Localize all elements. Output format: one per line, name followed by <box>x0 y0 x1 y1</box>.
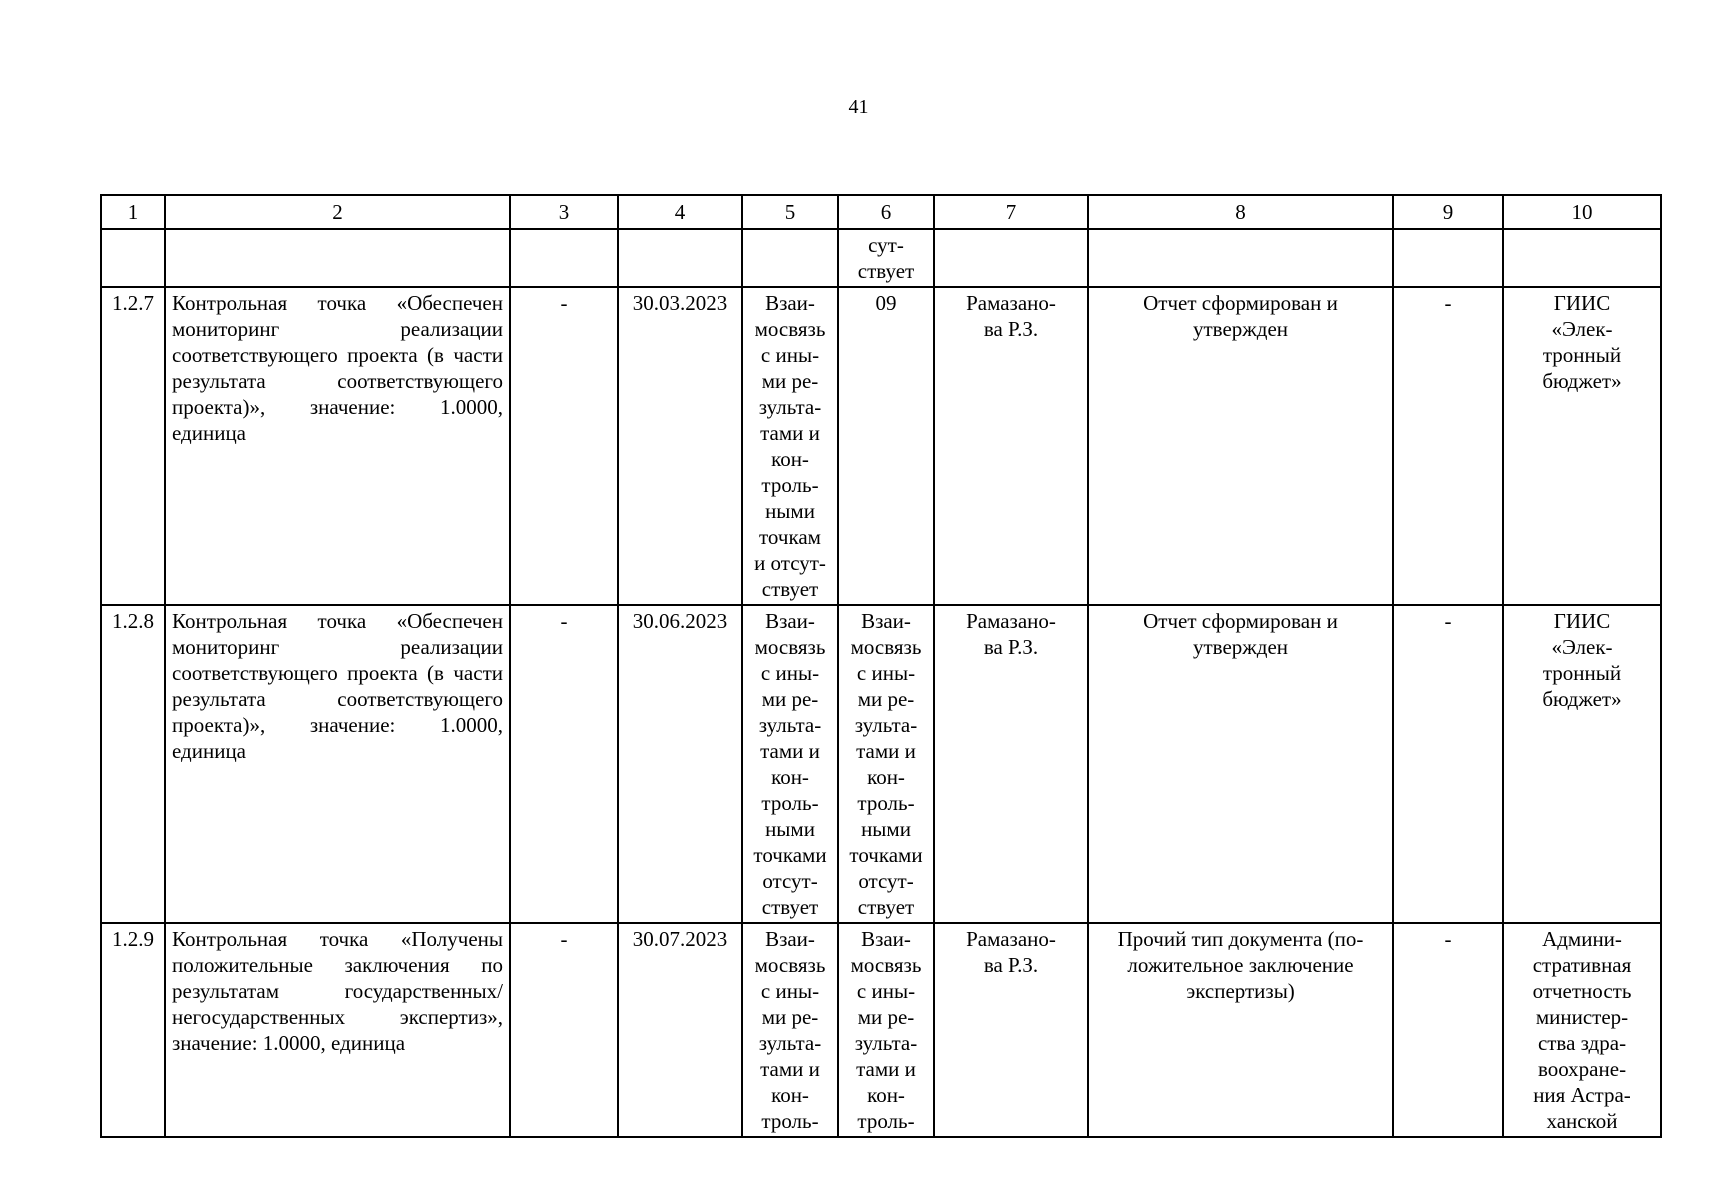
row-responsible: Рамазано- ва Р.З. <box>934 923 1088 1137</box>
row-description: Контрольная точка «Обеспечен мониторинг реализации соответствующего проекта (в части результата соответствующего проекта)», значение: 1.0000, единица <box>165 605 510 923</box>
row-col9: - <box>1393 287 1503 605</box>
table-cell <box>165 229 510 287</box>
row-col9: - <box>1393 923 1503 1137</box>
header-cell: 2 <box>165 195 510 229</box>
row-relation-5: Взаи- мосвязь с ины- ми ре- зульта- тами и кон- троль- ными точками отсут- ствует <box>742 605 838 923</box>
row-relation-6: Взаи- мосвязь с ины- ми ре- зульта- тами и кон- троль- <box>838 923 934 1137</box>
header-cell: 9 <box>1393 195 1503 229</box>
table-cell <box>618 229 742 287</box>
header-cell: 8 <box>1088 195 1393 229</box>
row-responsible: Рамазано- ва Р.З. <box>934 287 1088 605</box>
row-relation-5: Взаи- мосвязь с ины- ми ре- зульта- тами и кон- троль- ными точкам и отсут- ствует <box>742 287 838 605</box>
table-cell <box>101 229 165 287</box>
row-number: 1.2.9 <box>101 923 165 1137</box>
header-cell: 3 <box>510 195 618 229</box>
row-date: 30.07.2023 <box>618 923 742 1137</box>
row-description: Контрольная точка «Получены положительные заключения по результатам государственных/негосударственных экспертиз», значение: 1.0000, единица <box>165 923 510 1137</box>
header-cell: 6 <box>838 195 934 229</box>
row-source: ГИИС «Элек- тронный бюджет» <box>1503 605 1661 923</box>
header-cell: 4 <box>618 195 742 229</box>
row-responsible: Рамазано- ва Р.З. <box>934 605 1088 923</box>
header-cell: 1 <box>101 195 165 229</box>
table-cell <box>742 229 838 287</box>
row-relation-6: Взаи- мосвязь с ины- ми ре- зульта- тами и кон- троль- ными точками отсут- ствует <box>838 605 934 923</box>
row-source: ГИИС «Элек- тронный бюджет» <box>1503 287 1661 605</box>
row-result: Отчет сформирован и утвержден <box>1088 605 1393 923</box>
row-date: 30.06.2023 <box>618 605 742 923</box>
header-cell: 5 <box>742 195 838 229</box>
row-relation-6: 09 <box>838 287 934 605</box>
row-result: Прочий тип документа (по- ложительное заключение экспертизы) <box>1088 923 1393 1137</box>
row-date: 30.03.2023 <box>618 287 742 605</box>
table-row <box>101 287 1661 605</box>
continuation-row <box>101 229 1661 287</box>
row-col3: - <box>510 605 618 923</box>
table-row <box>101 923 1661 1137</box>
table-cell <box>1503 229 1661 287</box>
row-col3: - <box>510 923 618 1137</box>
row-relation-5: Взаи- мосвязь с ины- ми ре- зульта- тами и кон- троль- <box>742 923 838 1137</box>
table-cell <box>1088 229 1393 287</box>
row-col3: - <box>510 287 618 605</box>
row-number: 1.2.7 <box>101 287 165 605</box>
row-col9: - <box>1393 605 1503 923</box>
row-description: Контрольная точка «Обеспечен мониторинг реализации соответствующего проекта (в части результата соответствующего проекта)», значение: 1.0000, единица <box>165 287 510 605</box>
row-source: Админи- стративная отчетность министер- ства здра- воохране- ния Астра- ханской <box>1503 923 1661 1137</box>
plan-table <box>100 194 1662 1138</box>
header-cell: 10 <box>1503 195 1661 229</box>
table-row <box>101 605 1661 923</box>
page-number: 41 <box>848 96 869 118</box>
table-header-row <box>101 195 1661 229</box>
table-cell <box>510 229 618 287</box>
table-cell <box>934 229 1088 287</box>
header-cell: 7 <box>934 195 1088 229</box>
row-number: 1.2.8 <box>101 605 165 923</box>
table-cell <box>1393 229 1503 287</box>
relation-cell: сут- ствует <box>838 229 934 287</box>
row-result: Отчет сформирован и утвержден <box>1088 287 1393 605</box>
